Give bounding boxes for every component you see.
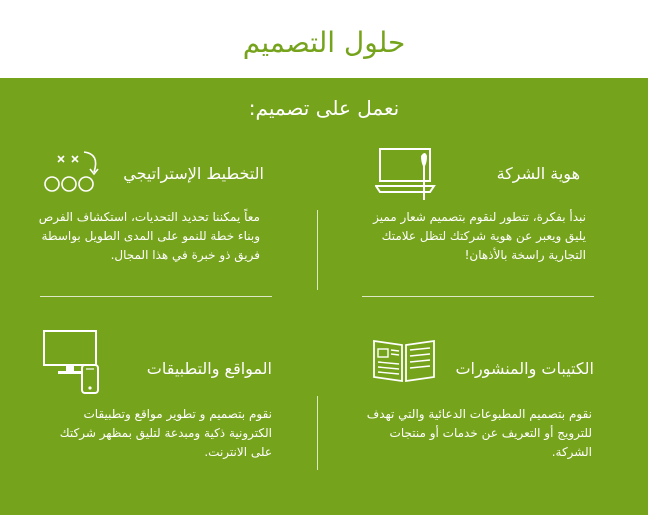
service-title-brochures: الكتيبات والمنشورات	[455, 359, 594, 378]
open-brochure-icon	[372, 335, 436, 383]
service-title-identity: هوية الشركة	[496, 164, 580, 183]
strategy-plan-icon	[42, 148, 106, 196]
monitor-with-brush-icon	[375, 146, 439, 202]
service-title-strategy: التخطيط الإستراتيجي	[123, 164, 264, 183]
desktop-and-phone-icon	[40, 327, 110, 397]
vertical-divider-top	[317, 210, 318, 290]
vertical-divider-bottom	[317, 396, 318, 470]
service-desc-strategy: معاً يمكننا تحديد التحديات، استكشاف الفرص وبناء خطة للنمو على المدى الطويل بواسطة فريق ذو خبرة في هذا المجال.	[38, 210, 260, 262]
service-desc-websites: نقوم بتصميم و تطوير مواقع وتطبيقات الكترونية ذكية ومبدعة لتليق بمظهر شركتك على الانترنت.	[59, 407, 272, 459]
service-card-identity	[350, 138, 600, 298]
service-card-websites	[28, 323, 288, 493]
page-title: حلول التصميم	[242, 25, 406, 59]
service-desc-brochures: نقوم بتصميم المطبوعات الدعائية والتي تهدف للترويج أو التعريف عن خدمات أو منتجات الشركة.	[366, 407, 592, 459]
service-desc-identity: نبدأ بفكرة، تتطور لنقوم بتصميم شعار مميز يليق ويعبر عن هوية شركتك لتظل علامتك التجارية راسخة بالأذهان!	[373, 210, 586, 262]
service-title-websites: المواقع والتطبيقات	[146, 359, 272, 378]
service-card-brochures	[350, 323, 610, 493]
page-header	[0, 0, 648, 78]
panel-subtitle: نعمل على تصميم:	[248, 96, 400, 120]
services-panel	[0, 78, 648, 515]
service-card-strategy	[28, 138, 278, 298]
